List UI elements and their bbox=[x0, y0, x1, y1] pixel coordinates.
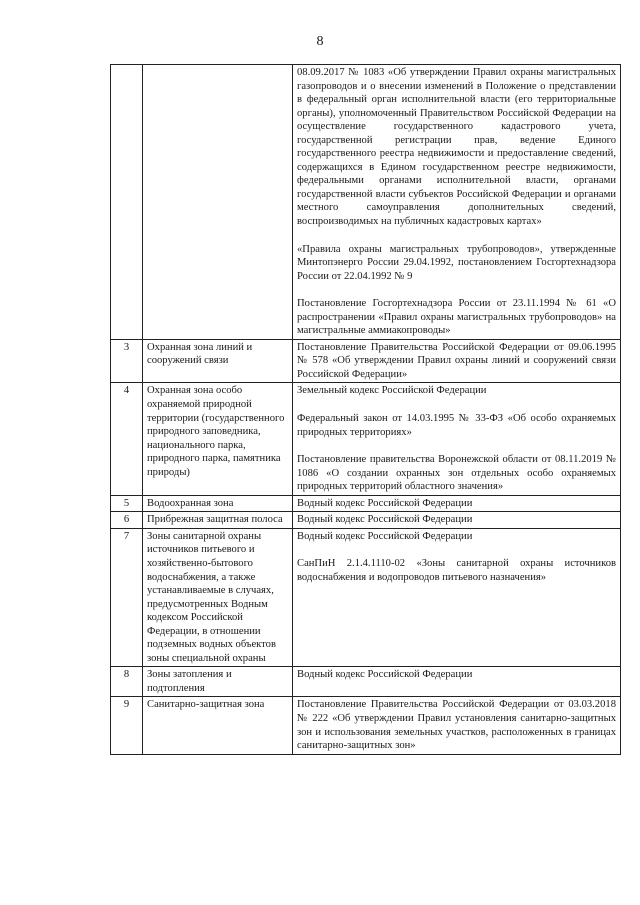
zone-name-cell bbox=[143, 383, 293, 495]
legal-basis-cell bbox=[293, 65, 621, 340]
table-row bbox=[111, 667, 621, 697]
legal-document: Водный кодекс Российской Федерации bbox=[297, 530, 473, 542]
table-row bbox=[111, 495, 621, 512]
zone-name: Зоны санитарной охраны источников питьевого и хозяйственно-бытового водоснабжения, а также устанавливаемые в случаях, предусмотренных Водным кодексом Российской Федерации, в отношении подземных водных объектов зоны специальной охраны bbox=[147, 530, 276, 664]
zone-name-cell bbox=[143, 495, 293, 512]
legal-document: «Правила охраны магистральных трубопроводов», утвержденные Минтопэнерго России 29.04.1992, постановлением Госгортехнадзора России от 22.04.1992 № 9 bbox=[297, 243, 616, 282]
row-number: 5 bbox=[111, 495, 143, 512]
legal-document: Постановление Правительства Российской Федерации от 03.03.2018 № 222 «Об утверждении Правил установления санитарно-защитных зон и использования земельных участков, расположенных в границах санитарно-защитных зон» bbox=[297, 699, 616, 752]
legal-document: Постановление Правительства Российской Федерации от 09.06.1995 № 578 «Об утверждении Правил охраны линий и сооружений связи Российской Федерации» bbox=[297, 341, 616, 380]
zone-name: Зоны затопления и подтопления bbox=[147, 669, 232, 694]
table-row bbox=[111, 697, 621, 754]
legal-basis-cell bbox=[293, 512, 621, 529]
legal-basis-cell bbox=[293, 339, 621, 383]
zone-name-cell bbox=[143, 512, 293, 529]
legal-basis-cell bbox=[293, 383, 621, 495]
regulations-table bbox=[110, 64, 621, 755]
legal-basis-cell bbox=[293, 667, 621, 697]
zone-name: Охранная зона линий и сооружений связи bbox=[147, 341, 253, 367]
legal-document: Федеральный закон от 14.03.1995 № 33-ФЗ «Об особо охраняемых природных территориях» bbox=[297, 413, 616, 438]
zone-name: Охранная зона особо охраняемой природной территории (государственного природного заповедника, национального парка, природного парка, памятника природы) bbox=[147, 385, 285, 478]
zone-name-cell bbox=[143, 65, 293, 340]
zone-name-cell bbox=[143, 339, 293, 383]
legal-document: Водный кодекс Российской Федерации bbox=[297, 497, 473, 509]
legal-document: Постановление правительства Воронежской области от 08.11.2019 № 1086 «О создании охранных зон отдельных особо охраняемых природных территорий областного значения» bbox=[297, 454, 616, 493]
legal-document: Водный кодекс Российской Федерации bbox=[297, 669, 473, 681]
table-row bbox=[111, 339, 621, 383]
zone-name: Прибрежная защитная полоса bbox=[147, 514, 283, 526]
zone-name-cell bbox=[143, 667, 293, 697]
zone-name: Водоохранная зона bbox=[147, 497, 234, 509]
legal-basis-cell bbox=[293, 697, 621, 754]
regulations-table-body bbox=[111, 65, 621, 755]
page-number: 8 bbox=[316, 34, 324, 49]
table-row bbox=[111, 512, 621, 529]
table-row bbox=[111, 65, 621, 340]
row-number: 9 bbox=[111, 697, 143, 754]
row-number bbox=[111, 65, 143, 340]
legal-document: СанПиН 2.1.4.1110-02 «Зоны санитарной охраны источников водоснабжения и водопроводов питьевого назначения» bbox=[297, 558, 616, 583]
legal-document: 08.09.2017 № 1083 «Об утверждении Правил охраны магистральных газопроводов и о внесении изменений в Положение о представлении в федеральный орган исполнительной власти (его территориальные органы), уполномоченный Правительством Российской Федерации на осуществление государственного кадастрового учета, государственной регистрации прав, ведение Единого государственного реестра недвижимости и предоставление сведений, содержащихся в Едином государственном реестре недвижимости, федеральными органами исполнительной власти, органами государственной власти субъектов Российской Федерации и органами местного самоуправления дополнительных сведений, воспроизводимых на публичных кадастровых картах» bbox=[297, 67, 616, 228]
legal-document: Постановление Госгортехнадзора России от 23.11.1994 № 61 «О распространении «Правил охраны магистральных трубопроводов» на магистральные аммиакопроводы» bbox=[297, 298, 616, 337]
zone-name-cell bbox=[143, 528, 293, 666]
table-row bbox=[111, 528, 621, 666]
legal-basis-cell bbox=[293, 495, 621, 512]
table-row bbox=[111, 383, 621, 495]
zone-name: Санитарно-защитная зона bbox=[147, 699, 265, 711]
legal-basis-cell bbox=[293, 528, 621, 666]
zone-name-cell bbox=[143, 697, 293, 754]
row-number: 4 bbox=[111, 383, 143, 495]
legal-document: Водный кодекс Российской Федерации bbox=[297, 514, 473, 526]
row-number: 8 bbox=[111, 667, 143, 697]
legal-document: Земельный кодекс Российской Федерации bbox=[297, 385, 487, 397]
row-number: 6 bbox=[111, 512, 143, 529]
row-number: 3 bbox=[111, 339, 143, 383]
row-number: 7 bbox=[111, 528, 143, 666]
